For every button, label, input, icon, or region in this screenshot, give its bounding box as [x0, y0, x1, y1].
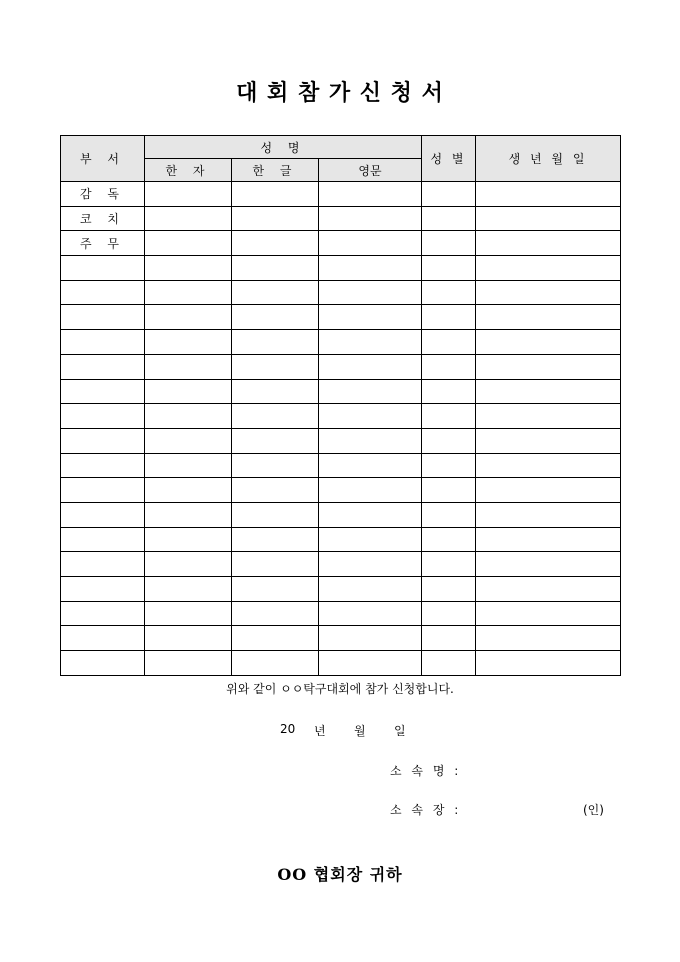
cell-birth[interactable]: [476, 404, 621, 429]
table-row: [61, 552, 621, 577]
cell-gender[interactable]: [422, 527, 476, 552]
cell-name-hangul[interactable]: [232, 206, 319, 231]
cell-name-hanja[interactable]: [145, 379, 232, 404]
table-row: [61, 651, 621, 676]
cell-department[interactable]: [61, 527, 145, 552]
header-name-hanja: 한 자: [145, 159, 232, 182]
cell-gender[interactable]: [422, 552, 476, 577]
cell-name-english[interactable]: [319, 256, 422, 281]
cell-department[interactable]: [61, 256, 145, 281]
cell-gender[interactable]: [422, 478, 476, 503]
cell-gender[interactable]: [422, 577, 476, 602]
cell-gender[interactable]: [422, 305, 476, 330]
cell-name-hangul[interactable]: [232, 428, 319, 453]
cell-name-english[interactable]: [319, 206, 422, 231]
cell-department[interactable]: [61, 478, 145, 503]
cell-name-hangul[interactable]: [232, 552, 319, 577]
cell-name-hanja[interactable]: [145, 231, 232, 256]
cell-gender[interactable]: [422, 404, 476, 429]
cell-birth[interactable]: [476, 626, 621, 651]
cell-gender[interactable]: [422, 231, 476, 256]
table-row: [61, 182, 621, 207]
cell-department[interactable]: [61, 601, 145, 626]
cell-name-english[interactable]: [319, 478, 422, 503]
cell-name-english[interactable]: [319, 231, 422, 256]
cell-gender[interactable]: [422, 330, 476, 355]
cell-department[interactable]: [61, 404, 145, 429]
header-name: 성 명: [145, 136, 422, 159]
cell-name-hanja[interactable]: [145, 478, 232, 503]
table-row: [61, 404, 621, 429]
cell-name-english[interactable]: [319, 552, 422, 577]
cell-department[interactable]: [61, 354, 145, 379]
cell-department[interactable]: [61, 577, 145, 602]
cell-name-english[interactable]: [319, 651, 422, 676]
cell-name-hangul[interactable]: [232, 256, 319, 281]
cell-name-hangul[interactable]: [232, 305, 319, 330]
table-row: [61, 379, 621, 404]
cell-birth[interactable]: [476, 651, 621, 676]
cell-birth[interactable]: [476, 231, 621, 256]
cell-name-english[interactable]: [319, 577, 422, 602]
table-row: [61, 478, 621, 503]
cell-name-english[interactable]: [319, 527, 422, 552]
cell-name-hangul[interactable]: [232, 626, 319, 651]
cell-name-english[interactable]: [319, 502, 422, 527]
table-row: [61, 305, 621, 330]
table-row: [61, 256, 621, 281]
cell-name-hangul[interactable]: [232, 280, 319, 305]
cell-name-hangul[interactable]: [232, 651, 319, 676]
date-year-prefix: 20: [280, 722, 296, 736]
application-table: [60, 135, 621, 676]
cell-name-hanja[interactable]: [145, 577, 232, 602]
cell-department[interactable]: [61, 330, 145, 355]
cell-name-english[interactable]: [319, 280, 422, 305]
cell-gender[interactable]: [422, 453, 476, 478]
cell-name-hangul[interactable]: [232, 577, 319, 602]
cell-gender[interactable]: [422, 428, 476, 453]
table-row: [61, 428, 621, 453]
cell-birth[interactable]: [476, 256, 621, 281]
cell-department[interactable]: 코 치: [61, 206, 145, 231]
table-row: [61, 280, 621, 305]
cell-gender[interactable]: [422, 280, 476, 305]
cell-department[interactable]: 감 독: [61, 182, 145, 207]
date-year-label: 년: [314, 724, 326, 738]
cell-department[interactable]: [61, 626, 145, 651]
cell-name-english[interactable]: [319, 453, 422, 478]
table-row: [61, 206, 621, 231]
cell-name-english[interactable]: [319, 626, 422, 651]
cell-gender[interactable]: [422, 601, 476, 626]
cell-name-hangul[interactable]: [232, 379, 319, 404]
cell-name-hanja[interactable]: [145, 552, 232, 577]
cell-gender[interactable]: [422, 502, 476, 527]
cell-name-english[interactable]: [319, 601, 422, 626]
table-row: [61, 453, 621, 478]
cell-birth[interactable]: [476, 206, 621, 231]
affiliation-label: 소 속 명 :: [390, 764, 462, 778]
table-row: [61, 577, 621, 602]
recipient: OO 협회장 귀하: [277, 865, 403, 884]
cell-department[interactable]: [61, 651, 145, 676]
cell-name-hanja[interactable]: [145, 206, 232, 231]
cell-birth[interactable]: [476, 502, 621, 527]
cell-department[interactable]: 주 무: [61, 231, 145, 256]
cell-birth[interactable]: [476, 478, 621, 503]
cell-name-hanja[interactable]: [145, 626, 232, 651]
cell-gender[interactable]: [422, 651, 476, 676]
table-row: [61, 527, 621, 552]
date-day-label: 일: [394, 724, 406, 738]
cell-name-hangul[interactable]: [232, 601, 319, 626]
cell-birth[interactable]: [476, 354, 621, 379]
cell-name-hangul[interactable]: [232, 231, 319, 256]
cell-gender[interactable]: [422, 206, 476, 231]
table-row: [61, 231, 621, 256]
cell-birth[interactable]: [476, 305, 621, 330]
cell-name-hangul[interactable]: [232, 330, 319, 355]
cell-name-hanja[interactable]: [145, 330, 232, 355]
table-row: [61, 330, 621, 355]
cell-birth[interactable]: [476, 527, 621, 552]
cell-gender[interactable]: [422, 379, 476, 404]
cell-name-hanja[interactable]: [145, 601, 232, 626]
cell-department[interactable]: [61, 552, 145, 577]
cell-department[interactable]: [61, 502, 145, 527]
cell-department[interactable]: [61, 280, 145, 305]
cell-gender[interactable]: [422, 354, 476, 379]
cell-name-hangul[interactable]: [232, 354, 319, 379]
cell-name-hanja[interactable]: [145, 651, 232, 676]
cell-birth[interactable]: [476, 601, 621, 626]
cell-name-hanja[interactable]: [145, 182, 232, 207]
cell-name-hanja[interactable]: [145, 527, 232, 552]
cell-birth[interactable]: [476, 379, 621, 404]
header-department: 부 서: [61, 136, 145, 182]
cell-birth[interactable]: [476, 182, 621, 207]
cell-name-hanja[interactable]: [145, 428, 232, 453]
cell-name-english[interactable]: [319, 379, 422, 404]
head-label: 소 속 장 :: [390, 803, 462, 817]
header-name-english: 영문: [319, 159, 422, 182]
date-month-label: 월: [354, 724, 366, 738]
cell-name-hanja[interactable]: [145, 453, 232, 478]
cell-name-hangul[interactable]: [232, 527, 319, 552]
cell-birth[interactable]: [476, 552, 621, 577]
cell-gender[interactable]: [422, 182, 476, 207]
header-name-hangul: 한 글: [232, 159, 319, 182]
cell-name-english[interactable]: [319, 330, 422, 355]
cell-gender[interactable]: [422, 256, 476, 281]
cell-birth[interactable]: [476, 453, 621, 478]
table-row: [61, 626, 621, 651]
cell-name-english[interactable]: [319, 354, 422, 379]
cell-name-hangul[interactable]: [232, 182, 319, 207]
cell-birth[interactable]: [476, 280, 621, 305]
cell-name-hanja[interactable]: [145, 404, 232, 429]
cell-name-hanja[interactable]: [145, 354, 232, 379]
cell-name-english[interactable]: [319, 404, 422, 429]
cell-birth[interactable]: [476, 577, 621, 602]
date-line: [280, 722, 406, 739]
cell-department[interactable]: [61, 453, 145, 478]
header-gender: 성 별: [422, 136, 476, 182]
table-row: [61, 502, 621, 527]
cell-department[interactable]: [61, 428, 145, 453]
cell-birth[interactable]: [476, 330, 621, 355]
cell-name-hanja[interactable]: [145, 502, 232, 527]
cell-name-english[interactable]: [319, 428, 422, 453]
cell-name-hanja[interactable]: [145, 280, 232, 305]
cell-name-hangul[interactable]: [232, 404, 319, 429]
cell-name-english[interactable]: [319, 182, 422, 207]
table-row: [61, 354, 621, 379]
cell-department[interactable]: [61, 379, 145, 404]
statement-text: 위와 같이 ㅇㅇ탁구대회에 참가 신청합니다.: [226, 682, 454, 696]
cell-name-english[interactable]: [319, 305, 422, 330]
cell-name-hangul[interactable]: [232, 453, 319, 478]
cell-name-hanja[interactable]: [145, 256, 232, 281]
page-title: 대 회 참 가 신 청 서: [236, 80, 444, 106]
seal-mark: (인): [583, 803, 604, 817]
cell-name-hangul[interactable]: [232, 502, 319, 527]
cell-department[interactable]: [61, 305, 145, 330]
cell-birth[interactable]: [476, 428, 621, 453]
table-row: [61, 601, 621, 626]
cell-gender[interactable]: [422, 626, 476, 651]
header-birth: 생 년 월 일: [476, 136, 621, 182]
cell-name-hangul[interactable]: [232, 478, 319, 503]
cell-name-hanja[interactable]: [145, 305, 232, 330]
